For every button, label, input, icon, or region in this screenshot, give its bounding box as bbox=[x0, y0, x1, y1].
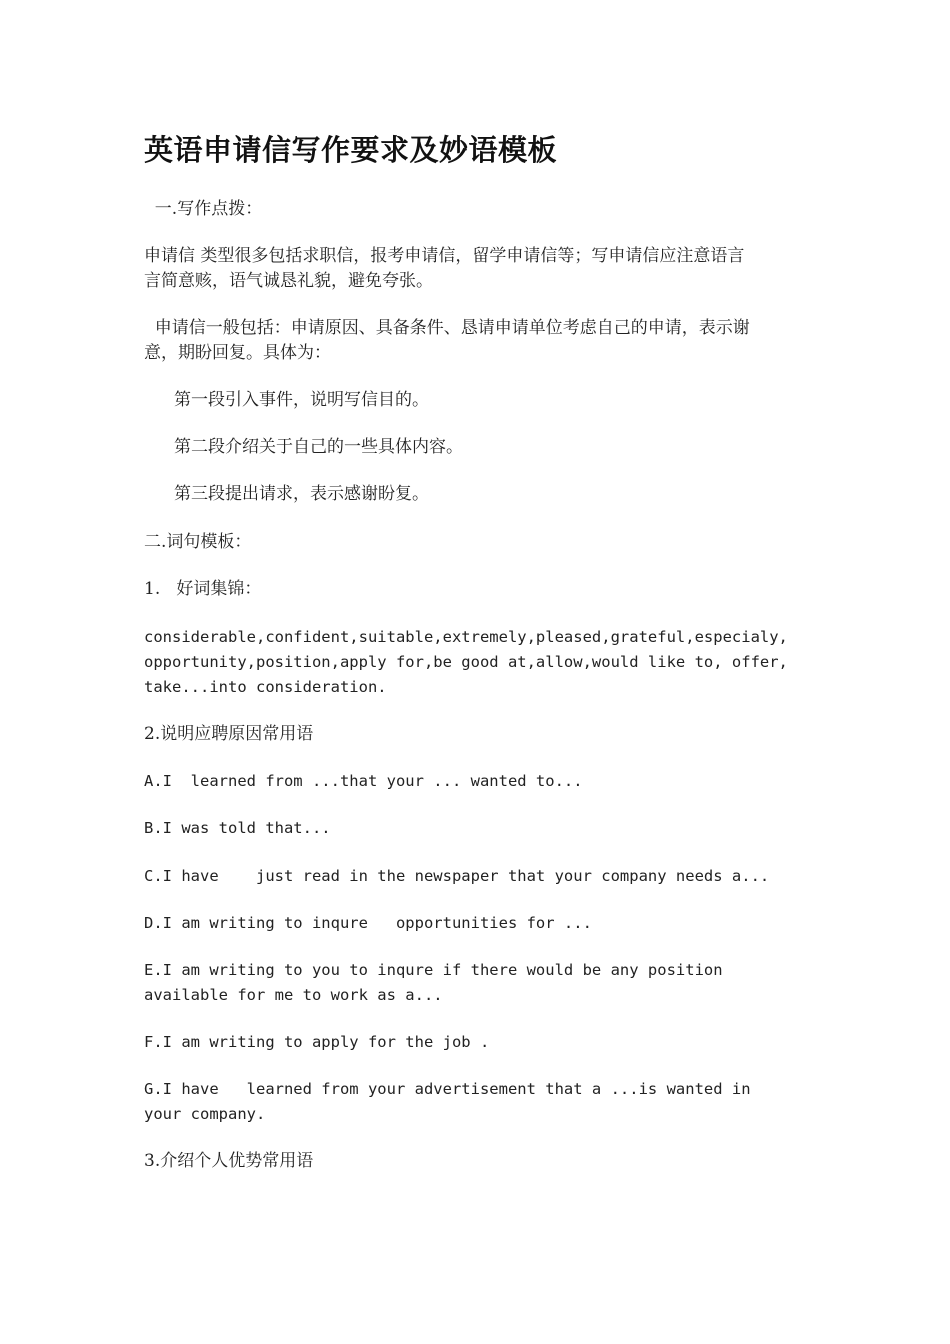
item-heading-personal-strengths: 3.介绍个人优势常用语 bbox=[144, 1151, 314, 1171]
phrase-g-line-2: your company. bbox=[144, 1105, 266, 1123]
word-list-line-1: considerable,confident,suitable,extremely,pleased,grateful,especialy, bbox=[144, 628, 788, 646]
phrase-g-line-1: G.I have learned from your advertisement that a ...is wanted in bbox=[144, 1080, 751, 1098]
paragraph-contents-line-2: 意，期盼回复。具体为： bbox=[144, 343, 331, 363]
phrase-e-line-2: available for me to work as a... bbox=[144, 986, 443, 1004]
structure-step-3: 第三段提出请求，表示感谢盼复。 bbox=[174, 484, 429, 504]
word-list-line-3: take...into consideration. bbox=[144, 678, 387, 696]
section-heading-writing-tips: 一.写作点拨： bbox=[144, 199, 263, 219]
structure-step-2: 第二段介绍关于自己的一些具体内容。 bbox=[174, 437, 463, 457]
phrase-c: C.I have just read in the newspaper that your company needs a... bbox=[144, 867, 770, 885]
paragraph-contents-line-1: 申请信一般包括：申请原因、具备条件、恳请申请单位考虑自己的申请，表示谢 bbox=[144, 318, 750, 338]
phrase-a: A.I learned from ...that your ... wanted to... bbox=[144, 772, 583, 790]
word-list-line-2: opportunity,position,apply for,be good at,allow,would like to, offer, bbox=[144, 653, 788, 671]
phrase-f: F.I am writing to apply for the job . bbox=[144, 1033, 490, 1051]
document-page bbox=[144, 0, 814, 1344]
item-heading-application-reasons: 2.说明应聘原因常用语 bbox=[144, 724, 314, 744]
phrase-d: D.I am writing to inqure opportunities for ... bbox=[144, 914, 592, 932]
paragraph-types-line-2: 言简意赅，语气诚恳礼貌，避免夸张。 bbox=[144, 271, 433, 291]
paragraph-types-line-1: 申请信 类型很多包括求职信，报考申请信，留学申请信等；写申请信应注意语言 bbox=[144, 246, 745, 266]
document-title: 英语申请信写作要求及妙语模板 bbox=[144, 133, 558, 167]
structure-step-1: 第一段引入事件，说明写信目的。 bbox=[174, 390, 429, 410]
section-heading-templates: 二.词句模板： bbox=[144, 532, 252, 552]
item-heading-good-words: 1. 好词集锦： bbox=[144, 579, 262, 599]
phrase-e-line-1: E.I am writing to you to inqure if there would be any position bbox=[144, 961, 723, 979]
phrase-b: B.I was told that... bbox=[144, 819, 331, 837]
